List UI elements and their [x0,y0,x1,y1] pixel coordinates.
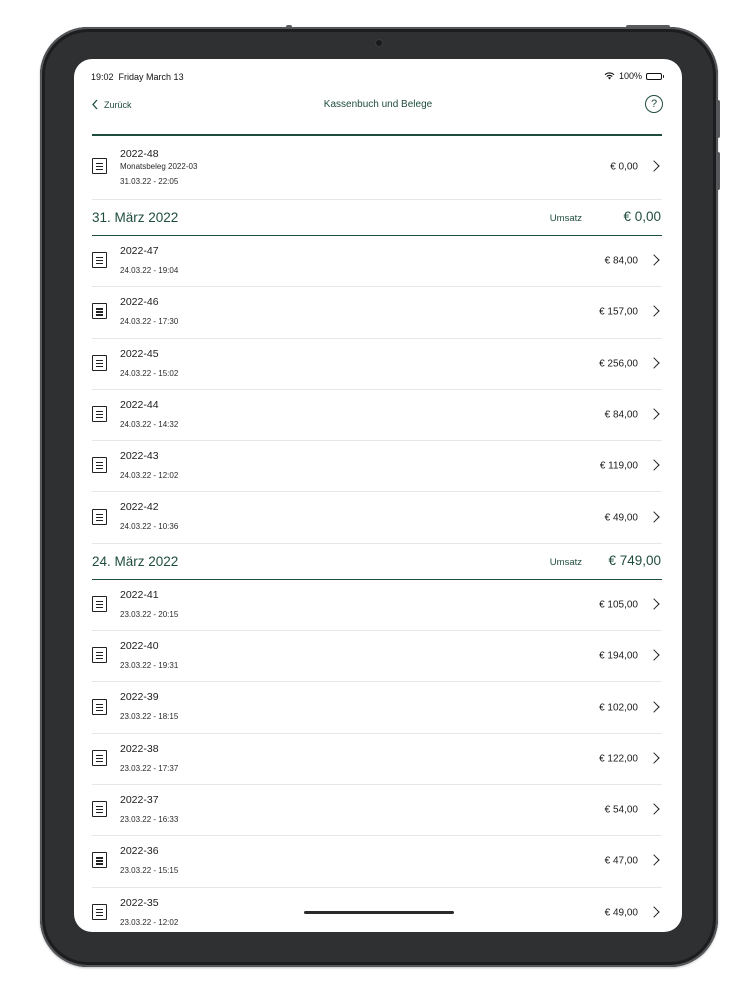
entry-amount: € 47,00 [604,855,638,867]
entry-datetime: 24.03.22 - 17:30 [120,317,179,327]
chevron-right-icon [648,855,659,866]
entry-datetime: 23.03.22 - 16:33 [120,814,179,824]
page-title: Kassenbuch und Belege [323,99,433,110]
entry-datetime: 24.03.22 - 15:02 [120,368,179,378]
document-icon [92,158,107,174]
help-button[interactable]: ? [645,95,663,113]
battery-icon [646,73,662,80]
chevron-right-icon [648,906,659,917]
chevron-right-icon [648,306,659,317]
list-item[interactable] [92,390,662,441]
entry-amount: € 84,00 [604,409,638,421]
chevron-right-icon [648,511,659,522]
battery-percent: 100% [618,71,642,81]
list-item[interactable] [92,492,662,543]
wifi-icon [604,72,615,80]
list-item[interactable] [92,785,662,836]
list-item[interactable] [92,580,662,631]
document-icon [92,252,107,268]
entry-datetime: 24.03.22 - 14:32 [120,419,179,429]
document-icon [92,355,107,371]
entry-amount: € 54,00 [604,804,638,816]
list-item[interactable] [92,682,662,733]
entry-number: 2022-41 [120,588,159,601]
entry-number: 2022-42 [120,501,159,514]
list-item[interactable] [92,236,662,287]
screen [74,59,682,932]
document-icon [92,596,107,612]
entry-number: 2022-35 [120,896,159,909]
list-item[interactable] [92,339,662,390]
entry-amount: € 194,00 [599,650,638,662]
entry-datetime: 24.03.22 - 19:04 [120,266,179,275]
entry-datetime: 23.03.22 - 18:15 [120,712,179,722]
entry-amount: € 105,00 [599,599,638,611]
list-item[interactable] [92,631,662,682]
entry-number: 2022-46 [120,296,159,309]
document-icon [92,750,107,766]
entry-amount: € 49,00 [604,512,638,524]
chevron-right-icon [648,752,659,763]
entry-amount: € 84,00 [604,255,638,267]
chevron-right-icon [648,650,659,661]
list-item-top-entry[interactable] [92,136,662,201]
entry-amount: € 157,00 [599,306,638,318]
entry-number: 2022-38 [120,742,159,755]
entry-datetime: 23.03.22 - 17:37 [120,763,179,773]
section-header [92,200,662,236]
section-date: 24. März 2022 [92,553,179,569]
section-date: 31. März 2022 [92,210,179,225]
section-umsatz-label: Umsatz [549,213,582,224]
chevron-right-icon [648,161,659,172]
list-item[interactable] [92,441,662,492]
chevron-right-icon [648,357,659,368]
entry-amount: € 119,00 [599,460,638,472]
entry-number: 2022-36 [120,845,159,858]
status-bar [74,59,682,95]
entry-datetime: 24.03.22 - 10:36 [120,522,179,532]
list-item[interactable] [92,734,662,785]
entry-subtitle: Monatsbeleg 2022-03 [120,161,198,171]
document-icon [92,904,107,920]
document-icon [92,699,107,715]
entry-amount: € 122,00 [599,753,638,765]
chevron-right-icon [648,701,659,712]
document-icon [92,303,107,319]
document-icon [92,457,107,473]
section-header [92,544,662,580]
status-time-date: 19:02 Friday March 13 [91,72,184,82]
entry-number: 2022-37 [120,793,159,806]
document-icon [92,801,107,817]
entry-number: 2022-47 [120,245,159,257]
entry-datetime: 31.03.22 - 22:05 [120,176,179,186]
list-item[interactable] [92,287,662,338]
entry-datetime: 23.03.22 - 12:02 [120,917,179,927]
entry-number: 2022-43 [120,450,159,463]
entry-datetime: 24.03.22 - 12:02 [120,471,179,481]
entry-number: 2022-48 [120,147,159,160]
chevron-right-icon [648,408,659,419]
chevron-right-icon [648,598,659,609]
document-icon [92,647,107,663]
entry-amount: € 0,00 [610,161,638,173]
entry-amount: € 256,00 [599,358,638,370]
list-item[interactable] [92,888,662,932]
status-right [604,71,662,81]
document-icon [92,852,107,868]
chevron-right-icon [648,460,659,471]
front-camera [376,40,382,46]
list-item[interactable] [92,836,662,887]
section-umsatz-label: Umsatz [549,556,582,568]
entry-number: 2022-44 [120,398,159,411]
entry-amount: € 102,00 [599,702,638,714]
entry-amount: € 49,00 [604,907,638,919]
navigation-bar [74,95,682,135]
document-icon [92,406,107,422]
document-icon [92,509,107,525]
entry-datetime: 23.03.22 - 19:31 [120,661,179,671]
section-total: € 0,00 [623,209,661,224]
home-indicator [304,911,454,914]
entry-number: 2022-40 [120,640,159,653]
receipt-list [92,134,662,932]
entry-datetime: 23.03.22 - 15:15 [120,866,179,876]
section-total: € 749,00 [608,552,661,568]
entry-number: 2022-39 [120,691,159,704]
entry-datetime: 23.03.22 - 20:15 [120,609,179,619]
chevron-right-icon [648,803,659,814]
entry-number: 2022-45 [120,347,159,360]
chevron-right-icon [648,254,659,265]
back-label: Zurück [104,99,132,110]
